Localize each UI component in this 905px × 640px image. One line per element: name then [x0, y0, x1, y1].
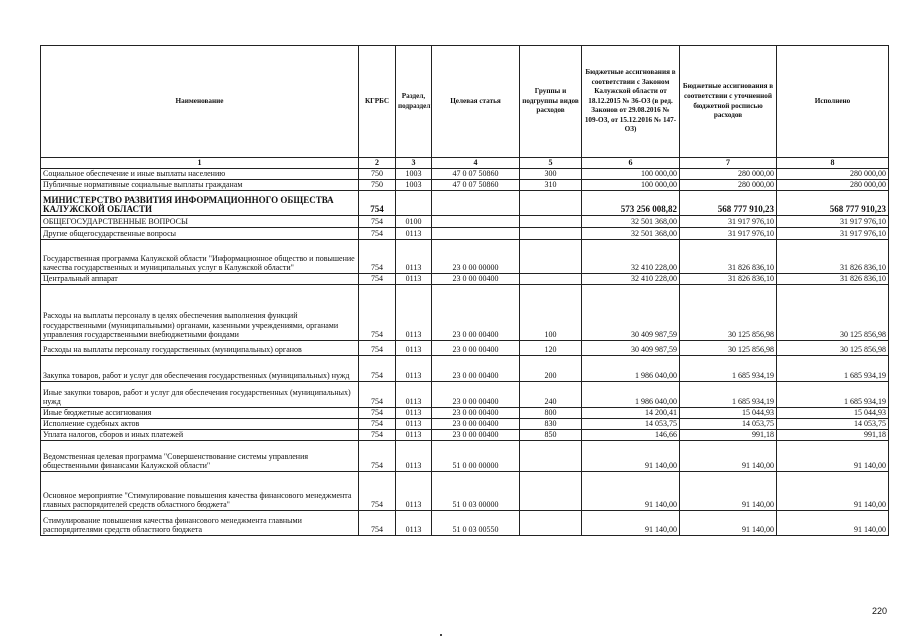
- row-law-amount: 30 409 987,59: [582, 285, 680, 341]
- row-kgrbs: 754: [359, 216, 396, 228]
- row-group: 200: [520, 356, 582, 382]
- row-name: Расходы на выплаты персоналу государственных (муниципальных) органов: [41, 341, 359, 356]
- row-target: [432, 228, 520, 240]
- table-row: [41, 274, 889, 285]
- row-law-amount: 100 000,00: [582, 169, 680, 180]
- row-law-amount: 91 140,00: [582, 441, 680, 472]
- row-name: Ведомственная целевая программа "Совершенствование системы управления общественными финансами Калужской области": [41, 441, 359, 472]
- row-target: 23 0 00 00400: [432, 408, 520, 419]
- table-row: [41, 341, 889, 356]
- row-law-amount: 32 410 228,00: [582, 240, 680, 274]
- row-target: 23 0 00 00400: [432, 274, 520, 285]
- row-name: Расходы на выплаты персоналу в целях обеспечения выполнения функций государственными (муниципальными) органами, казенными учреждениями, органами управления государственными внебюджетными фондами: [41, 285, 359, 341]
- header-section: Раздел, подраздел: [396, 46, 432, 158]
- table-row: [41, 228, 889, 240]
- col-number: 2: [359, 158, 396, 169]
- row-target: 51 0 03 00000: [432, 472, 520, 511]
- col-number: 1: [41, 158, 359, 169]
- row-executed-amount: 30 125 856,98: [777, 341, 889, 356]
- row-name: Другие общегосударственные вопросы: [41, 228, 359, 240]
- row-law-amount: 14 053,75: [582, 419, 680, 430]
- row-kgrbs: 754: [359, 285, 396, 341]
- row-refined-amount: 991,18: [680, 430, 777, 441]
- col-number: 6: [582, 158, 680, 169]
- row-section: 0113: [396, 430, 432, 441]
- row-kgrbs: 754: [359, 191, 396, 216]
- table-row: [41, 419, 889, 430]
- row-section: [396, 191, 432, 216]
- row-executed-amount: 31 826 836,10: [777, 240, 889, 274]
- row-section: 0113: [396, 228, 432, 240]
- header-groups: Группы и подгруппы видов расходов: [520, 46, 582, 158]
- row-kgrbs: 754: [359, 419, 396, 430]
- row-name: Стимулирование повышения качества финансового менеджмента главными распорядителями средств областного бюджета: [41, 511, 359, 536]
- row-name: Социальное обеспечение и иные выплаты населению: [41, 169, 359, 180]
- row-target: 47 0 07 50860: [432, 169, 520, 180]
- row-executed-amount: 280 000,00: [777, 169, 889, 180]
- row-group: 300: [520, 169, 582, 180]
- table-row: [41, 216, 889, 228]
- row-law-amount: 1 986 040,00: [582, 382, 680, 408]
- row-kgrbs: 754: [359, 228, 396, 240]
- table-row: [41, 169, 889, 180]
- table-row: [41, 472, 889, 511]
- row-target: 23 0 00 00000: [432, 240, 520, 274]
- row-target: 23 0 00 00400: [432, 430, 520, 441]
- row-kgrbs: 754: [359, 511, 396, 536]
- row-executed-amount: 91 140,00: [777, 511, 889, 536]
- row-target: 23 0 00 00400: [432, 382, 520, 408]
- row-law-amount: 91 140,00: [582, 511, 680, 536]
- row-group: 100: [520, 285, 582, 341]
- column-number-row: [41, 158, 889, 169]
- row-target: 51 0 00 00000: [432, 441, 520, 472]
- col-number: 3: [396, 158, 432, 169]
- row-refined-amount: 91 140,00: [680, 511, 777, 536]
- row-kgrbs: 754: [359, 472, 396, 511]
- row-executed-amount: 14 053,75: [777, 419, 889, 430]
- row-refined-amount: 31 917 976,10: [680, 228, 777, 240]
- row-kgrbs: 754: [359, 356, 396, 382]
- row-refined-amount: 15 044,93: [680, 408, 777, 419]
- row-name: ОБЩЕГОСУДАРСТВЕННЫЕ ВОПРОСЫ: [41, 216, 359, 228]
- row-name: Иные бюджетные ассигнования: [41, 408, 359, 419]
- row-section: 0113: [396, 472, 432, 511]
- row-refined-amount: 91 140,00: [680, 472, 777, 511]
- row-refined-amount: 1 685 934,19: [680, 356, 777, 382]
- table-row: [41, 441, 889, 472]
- row-target: 23 0 00 00400: [432, 341, 520, 356]
- row-group: 830: [520, 419, 582, 430]
- table-row: [41, 191, 889, 216]
- row-section: 0100: [396, 216, 432, 228]
- row-target: [432, 191, 520, 216]
- header-refined: Бюджетные ассигнования в соответствии с уточненной бюджетной росписью расходов: [680, 46, 777, 158]
- header-kgrbs: КГРБС: [359, 46, 396, 158]
- row-law-amount: 32 501 368,00: [582, 228, 680, 240]
- row-law-amount: 573 256 008,82: [582, 191, 680, 216]
- row-name: Закупка товаров, работ и услуг для обеспечения государственных (муниципальных) нужд: [41, 356, 359, 382]
- row-refined-amount: 31 826 836,10: [680, 274, 777, 285]
- row-section: 0113: [396, 408, 432, 419]
- row-section: 0113: [396, 285, 432, 341]
- row-refined-amount: 14 053,75: [680, 419, 777, 430]
- row-kgrbs: 754: [359, 382, 396, 408]
- row-law-amount: 32 410 228,00: [582, 274, 680, 285]
- row-law-amount: 91 140,00: [582, 472, 680, 511]
- row-refined-amount: 568 777 910,23: [680, 191, 777, 216]
- row-kgrbs: 754: [359, 341, 396, 356]
- row-executed-amount: 31 917 976,10: [777, 216, 889, 228]
- row-group: [520, 240, 582, 274]
- row-target: 51 0 03 00550: [432, 511, 520, 536]
- budget-table: [40, 45, 889, 536]
- row-group: 240: [520, 382, 582, 408]
- budget-report-sheet: [40, 45, 888, 536]
- col-number: 5: [520, 158, 582, 169]
- row-kgrbs: 754: [359, 430, 396, 441]
- row-executed-amount: 30 125 856,98: [777, 285, 889, 341]
- row-refined-amount: 1 685 934,19: [680, 382, 777, 408]
- row-law-amount: 146,66: [582, 430, 680, 441]
- header-row: [41, 46, 889, 158]
- row-name: Уплата налогов, сборов и иных платежей: [41, 430, 359, 441]
- row-law-amount: 30 409 987,59: [582, 341, 680, 356]
- row-name: Публичные нормативные социальные выплаты гражданам: [41, 180, 359, 191]
- table-row: [41, 180, 889, 191]
- row-executed-amount: 568 777 910,23: [777, 191, 889, 216]
- row-group: [520, 472, 582, 511]
- row-name: Центральный аппарат: [41, 274, 359, 285]
- col-number: 7: [680, 158, 777, 169]
- row-group: [520, 441, 582, 472]
- row-section: 0113: [396, 341, 432, 356]
- row-group: 310: [520, 180, 582, 191]
- row-target: [432, 216, 520, 228]
- row-kgrbs: 750: [359, 180, 396, 191]
- scan-speck: [440, 634, 442, 636]
- row-section: 1003: [396, 180, 432, 191]
- row-executed-amount: 31 917 976,10: [777, 228, 889, 240]
- table-row: [41, 408, 889, 419]
- row-kgrbs: 754: [359, 441, 396, 472]
- table-row: [41, 430, 889, 441]
- row-name: Исполнение судебных актов: [41, 419, 359, 430]
- row-refined-amount: 31 826 836,10: [680, 240, 777, 274]
- row-group: [520, 191, 582, 216]
- row-executed-amount: 991,18: [777, 430, 889, 441]
- row-name: МИНИСТЕРСТВО РАЗВИТИЯ ИНФОРМАЦИОННОГО ОБЩЕСТВА КАЛУЖСКОЙ ОБЛАСТИ: [41, 191, 359, 216]
- row-group: [520, 216, 582, 228]
- row-target: 47 0 07 50860: [432, 180, 520, 191]
- table-row: [41, 285, 889, 341]
- row-refined-amount: 280 000,00: [680, 180, 777, 191]
- header-law: Бюджетные ассигнования в соответствии с Законом Калужской области от 18.12.2015 № 36-ОЗ (в ред. Законов от 29.08.2016 № 109-ОЗ, от 15.12.2016 № 147-ОЗ): [582, 46, 680, 158]
- row-group: [520, 274, 582, 285]
- row-section: 0113: [396, 356, 432, 382]
- header-target: Целевая статья: [432, 46, 520, 158]
- row-section: 0113: [396, 419, 432, 430]
- row-section: 0113: [396, 441, 432, 472]
- row-section: 0113: [396, 240, 432, 274]
- row-group: 850: [520, 430, 582, 441]
- row-section: 0113: [396, 382, 432, 408]
- row-executed-amount: 15 044,93: [777, 408, 889, 419]
- row-name: Основное мероприятие "Стимулирование повышения качества финансового менеджмента главных распорядителей средств областного бюджета": [41, 472, 359, 511]
- row-kgrbs: 754: [359, 408, 396, 419]
- row-law-amount: 1 986 040,00: [582, 356, 680, 382]
- row-refined-amount: 280 000,00: [680, 169, 777, 180]
- row-group: [520, 511, 582, 536]
- row-law-amount: 32 501 368,00: [582, 216, 680, 228]
- row-group: [520, 228, 582, 240]
- row-group: 800: [520, 408, 582, 419]
- row-group: 120: [520, 341, 582, 356]
- row-kgrbs: 754: [359, 274, 396, 285]
- row-target: 23 0 00 00400: [432, 419, 520, 430]
- row-executed-amount: 91 140,00: [777, 441, 889, 472]
- row-name: Иные закупки товаров, работ и услуг для обеспечения государственных (муниципальных) нужд: [41, 382, 359, 408]
- row-executed-amount: 1 685 934,19: [777, 382, 889, 408]
- row-refined-amount: 30 125 856,98: [680, 285, 777, 341]
- table-body: [41, 169, 889, 536]
- page-number: 220: [872, 606, 888, 616]
- row-refined-amount: 30 125 856,98: [680, 341, 777, 356]
- row-kgrbs: 754: [359, 240, 396, 274]
- row-kgrbs: 750: [359, 169, 396, 180]
- row-law-amount: 100 000,00: [582, 180, 680, 191]
- row-executed-amount: 31 826 836,10: [777, 274, 889, 285]
- row-executed-amount: 1 685 934,19: [777, 356, 889, 382]
- table-row: [41, 511, 889, 536]
- row-section: 0113: [396, 511, 432, 536]
- row-law-amount: 14 200,41: [582, 408, 680, 419]
- row-target: 23 0 00 00400: [432, 356, 520, 382]
- header-name: Наименование: [41, 46, 359, 158]
- row-refined-amount: 91 140,00: [680, 441, 777, 472]
- col-number: 8: [777, 158, 889, 169]
- col-number: 4: [432, 158, 520, 169]
- row-section: 0113: [396, 274, 432, 285]
- table-row: [41, 356, 889, 382]
- row-executed-amount: 280 000,00: [777, 180, 889, 191]
- row-refined-amount: 31 917 976,10: [680, 216, 777, 228]
- row-section: 1003: [396, 169, 432, 180]
- table-row: [41, 382, 889, 408]
- header-executed: Исполнено: [777, 46, 889, 158]
- table-row: [41, 240, 889, 274]
- row-executed-amount: 91 140,00: [777, 472, 889, 511]
- row-name: Государственная программа Калужской области "Информационное общество и повышение качества государственных и муниципальных услуг в Калужской области": [41, 240, 359, 274]
- row-target: 23 0 00 00400: [432, 285, 520, 341]
